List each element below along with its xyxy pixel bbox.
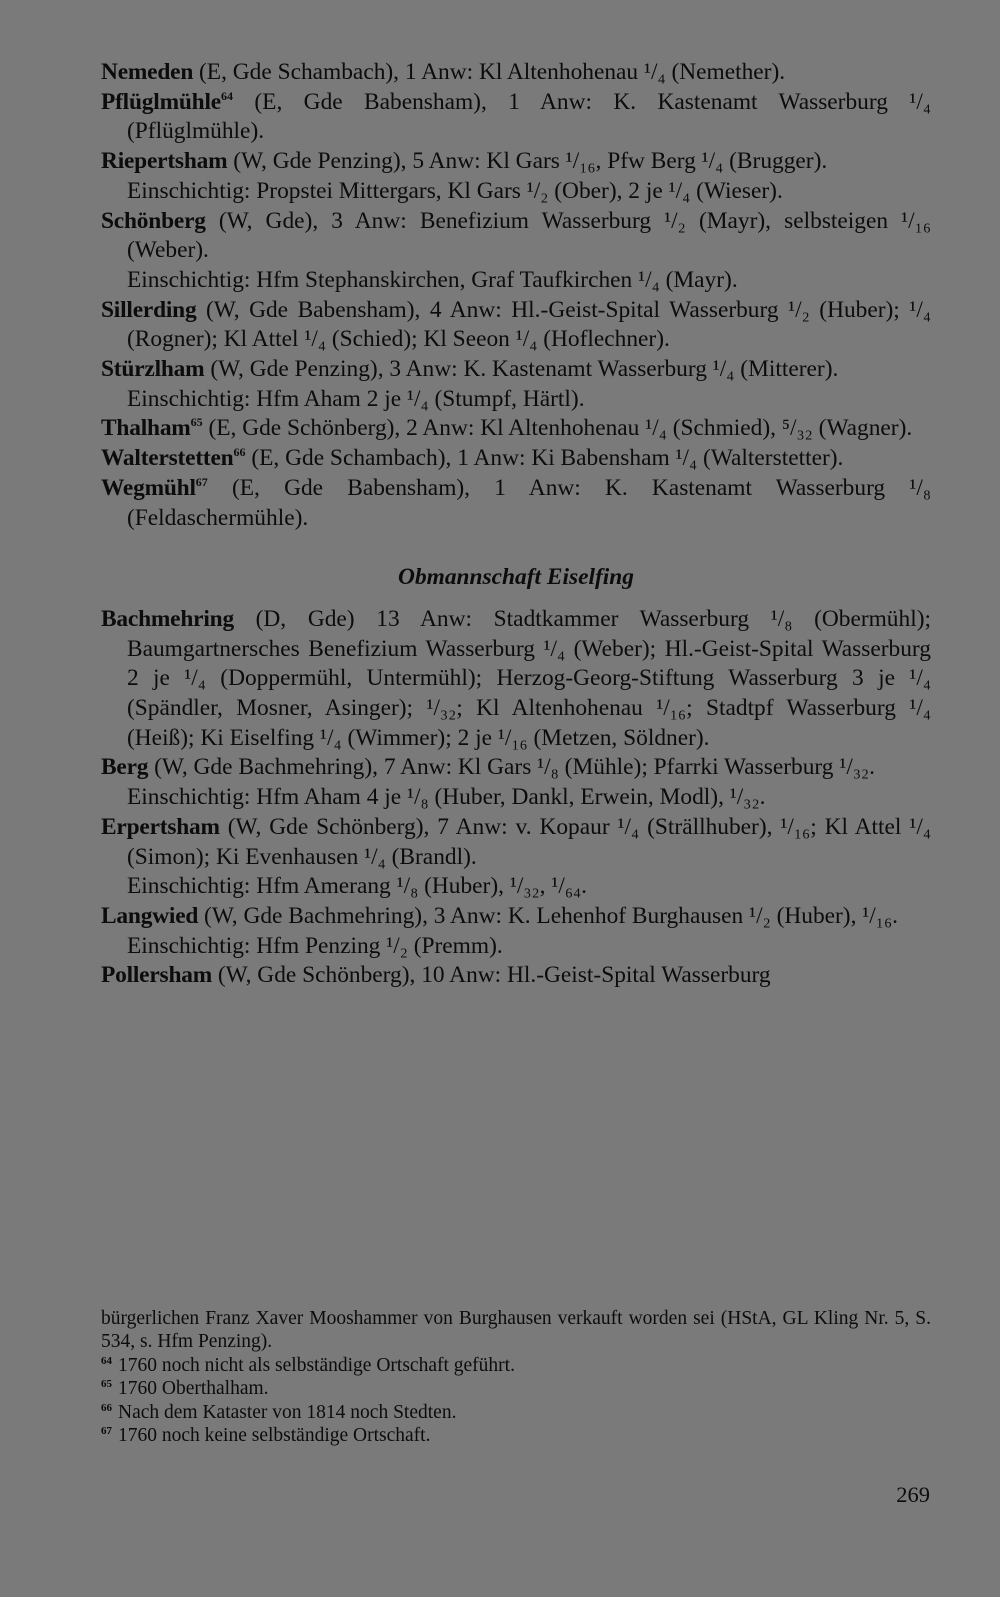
footnote-text: 1760 Oberthalham. [118,1378,269,1400]
footnote-marker: 64 [220,88,233,103]
footnotes [101,1307,931,1447]
entry-sillerding [101,296,931,355]
entry-thalham [101,414,931,444]
page-number: 269 [896,1482,930,1507]
place-name: Pflüglmühle [101,88,221,115]
entry-stuerzlham [101,355,931,385]
entry-text: (W, Gde Penzing), 3 Anw: K. Kastenamt Wasserburg ¹/₄ (Mitterer). [204,356,839,383]
entry-text: (W, Gde Schönberg), 7 Anw: v. Kopaur ¹/₄ (Strällhuber), ¹/₁₆; Kl Attel ¹/₄ (Simon); Ki Evenhausen ¹/₄ (Brandl). [127,813,931,870]
place-name: Riepertsham [101,148,228,175]
footnote-marker: 67 [195,474,208,489]
footnote-67 [101,1424,931,1447]
entry-walterstetten [101,444,931,474]
entry-text: (W, Gde Bachmehring), 3 Anw: K. Lehenhof Burghausen ¹/₂ (Huber), ¹/₁₆. [198,902,898,929]
entry-text: (D, Gde) 13 Anw: Stadtkammer Wasserburg ¹/₈ (Obermühl); Baumgartnersches Benefizium Wasserburg ¹/₄ (Weber); Hl.-Geist-Spital Wasserburg 2 je ¹/₄ (Doppermühl, Untermühl); Herzog-Georg-Stiftung Wasserburg 3 je ¹/₄ (Spändler, Mosner, Asinger); ¹/₃₂; Kl Altenhohenau ¹/₁₆; Stadtpf Wasserburg ¹/₄ (Heiß); Ki Eiselfing ¹/₄ (Wimmer); 2 je ¹/₁₆ (Metzen, Söldner). [127,605,931,751]
entry-text: (W, Gde Penzing), 5 Anw: Kl Gars ¹/₁₆, Pfw Berg ¹/₄ (Brugger). [227,148,828,175]
footnote-text: 1760 noch keine selbständige Ortschaft. [118,1425,431,1447]
entry-bachmehring [101,605,931,754]
footnote-text: Nach dem Kataster von 1814 noch Stedten. [118,1401,457,1423]
place-name: Walterstetten [101,445,234,472]
entry-text: (W, Gde), 3 Anw: Benefizium Wasserburg ¹/₂ (Mayr), selbsteigen ¹/₁₆ (Weber). [127,207,931,264]
section-heading: Obmannschaft Eiselfing [398,564,634,591]
entry-text: (W, Gde Schönberg), 10 Anw: Hl.-Geist-Spital Wasserburg [212,962,771,989]
entry-note: Einschichtig: Hfm Aham 4 je ¹/₈ (Huber, Dankl, Erwein, Modl), ¹/₃₂. [127,784,766,811]
entry-note: Einschichtig: Hfm Aham 2 je ¹/₄ (Stumpf, Härtl). [127,385,585,412]
footnote-continuation: bürgerlichen Franz Xaver Mooshammer von Burghausen verkauft worden sei (HStA, GL Kling Nr. 5, S. 534, s. Hfm Penzing). [101,1308,931,1353]
entry-berg [101,753,931,783]
entry-text: (W, Gde Babensham), 4 Anw: Hl.-Geist-Spital Wasserburg ¹/₂ (Huber); ¹/₄ (Rogner); Kl Attel ¹/₄ (Schied); Kl Seeon ¹/₄ (Hoflechner). [127,296,931,353]
entry-schoenberg [101,207,931,266]
place-name: Thalham [101,415,191,442]
entry-text: (E, Gde Babensham), 1 Anw: K. Kastenamt Wasserburg ¹/₄ (Pflüglmühle). [127,88,931,145]
place-name: Schönberg [101,207,206,234]
footnote-number: 66 [101,1401,112,1414]
place-name: Erpertsham [101,813,220,840]
entries-section-b [101,605,931,991]
entry-erpertsham [101,813,931,872]
entry-nemeden [101,58,931,88]
footnote-text: 1760 noch nicht als selbständige Ortschaft geführt. [118,1354,515,1376]
footnote-64 [101,1354,931,1377]
entry-wegmuehl [101,474,931,533]
entry-text: (E, Gde Schönberg), 2 Anw: Kl Altenhohenau ¹/₄ (Schmied), ⁵/₃₂ (Wagner). [202,415,913,442]
footnote-number: 64 [101,1354,112,1367]
entry-text: (W, Gde Bachmehring), 7 Anw: Kl Gars ¹/₈ (Mühle); Pfarrki Wasserburg ¹/₃₂. [148,754,875,781]
footnote-marker: 66 [233,445,246,460]
main-text [101,58,931,991]
footnote-number: 67 [101,1425,112,1438]
entry-text: (E, Gde Schambach), 1 Anw: Kl Altenhohenau ¹/₄ (Nemether). [193,59,786,85]
entry-note: Einschichtig: Hfm Penzing ¹/₂ (Premm). [127,932,503,959]
entry-note: Einschichtig: Hfm Stephanskirchen, Graf Taufkirchen ¹/₄ (Mayr). [127,266,738,293]
place-name: Stürzlham [101,356,205,383]
footnote-65 [101,1377,931,1400]
place-name: Bachmehring [101,605,234,632]
footnote-number: 65 [101,1378,112,1391]
entry-pflueglmuehle [101,88,931,147]
entry-pollersham [101,961,931,991]
entry-text: (E, Gde Babensham), 1 Anw: K. Kastenamt Wasserburg ¹/₈ (Feldaschermühle). [127,474,931,531]
footnote-marker: 65 [190,415,203,430]
footnote-66 [101,1401,931,1424]
place-name: Pollersham [101,962,213,989]
place-name: Sillerding [101,296,197,323]
entry-langwied [101,902,931,932]
entry-note: Einschichtig: Hfm Amerang ¹/₈ (Huber), ¹/₃₂, ¹/₆₄. [127,873,588,900]
place-name: Berg [101,754,149,781]
place-name: Langwied [101,902,199,929]
entry-text: (E, Gde Schambach), 1 Anw: Ki Babensham ¹/₄ (Walterstetter). [245,445,844,472]
place-name: Nemeden [101,59,194,85]
place-name: Wegmühl [101,474,196,501]
entry-riepertsham [101,147,931,177]
entry-note: Einschichtig: Propstei Mittergars, Kl Gars ¹/₂ (Ober), 2 je ¹/₄ (Wieser). [127,177,783,204]
entries-section-a [101,58,931,533]
